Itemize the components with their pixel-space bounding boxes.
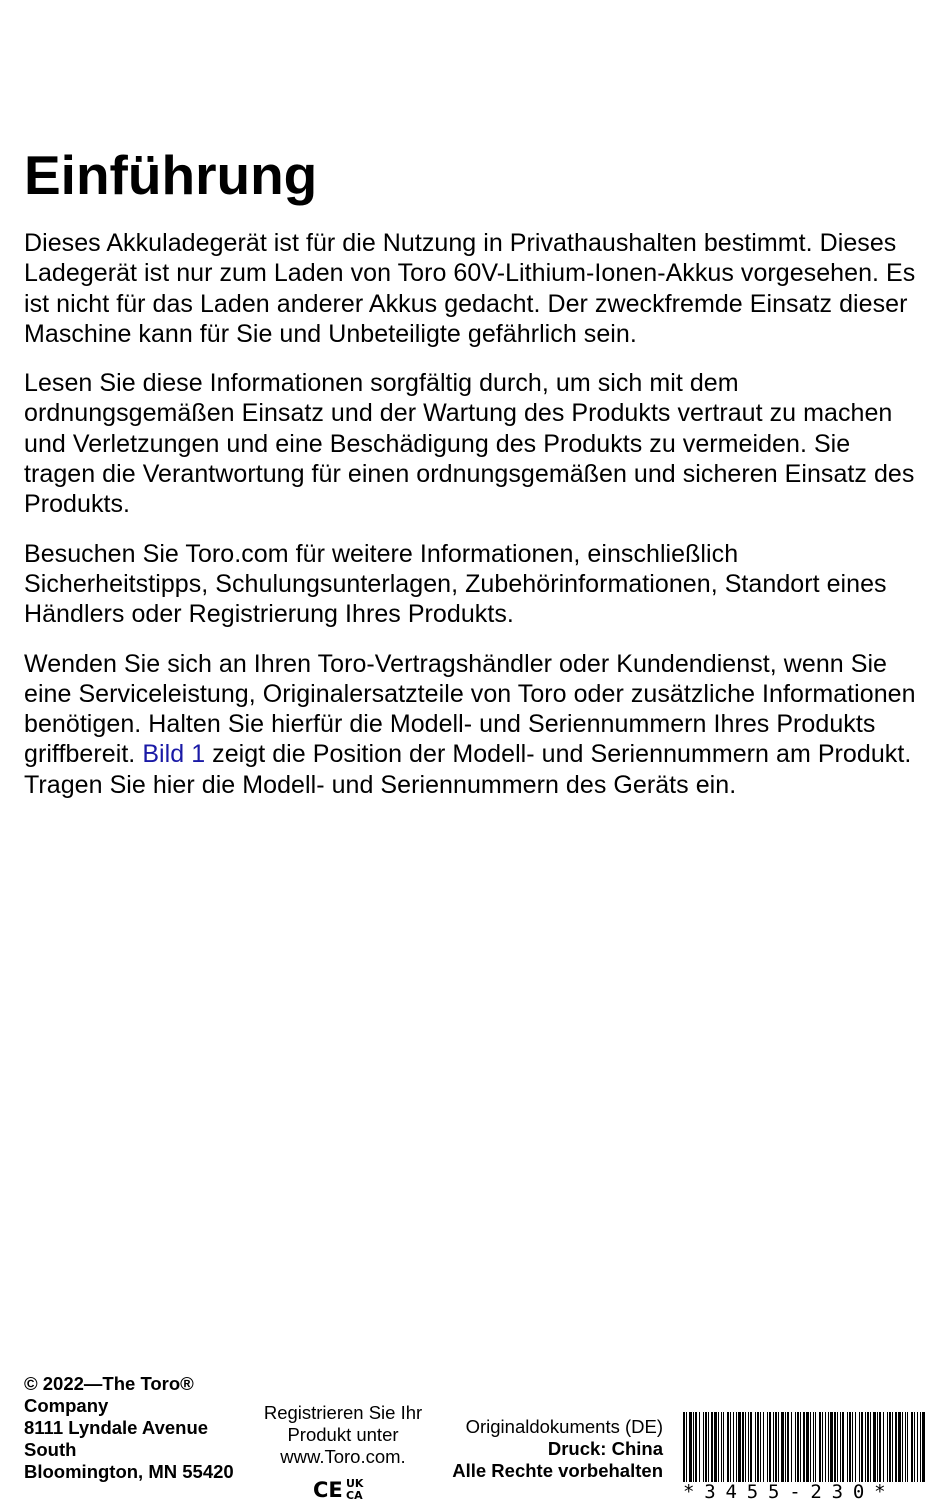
barcode-bar xyxy=(695,1412,697,1482)
barcode-bar xyxy=(828,1412,829,1482)
barcode-bar xyxy=(819,1412,821,1482)
barcode-bar xyxy=(705,1412,707,1482)
barcode-bar xyxy=(736,1412,737,1482)
paragraph-contact-dealer xyxy=(24,649,924,800)
copyright: © 2022—The Toro® Company xyxy=(24,1373,194,1416)
barcode-bar xyxy=(883,1412,884,1482)
ukca-mark-top: UK xyxy=(346,1477,364,1490)
ukca-mark-bottom: CA xyxy=(346,1489,363,1502)
barcode-bar xyxy=(806,1412,809,1482)
figure-1-link[interactable]: Bild 1 xyxy=(142,740,206,769)
barcode-bar xyxy=(750,1412,752,1482)
barcode-bar xyxy=(837,1412,838,1482)
barcode-bar xyxy=(787,1412,789,1482)
barcode-bar xyxy=(775,1412,777,1482)
certification-marks xyxy=(313,1476,373,1502)
ce-mark: CE xyxy=(313,1478,343,1502)
barcode-bar xyxy=(810,1412,811,1482)
barcode-bar xyxy=(892,1412,893,1482)
barcode-bar xyxy=(907,1412,908,1482)
barcode-bar xyxy=(813,1412,814,1482)
barcode-bar xyxy=(763,1412,764,1482)
barcode-number: *3455-230* xyxy=(683,1481,896,1503)
barcode-bar xyxy=(922,1412,925,1482)
barcode-bar xyxy=(686,1412,687,1482)
paragraph-contact-dealer-text-end: zeigt die Position der Modell- und Seriennummern am Produkt. Tragen Sie hier die Modell- und Seriennummern des Geräts ein. xyxy=(24,740,912,799)
barcode-bar xyxy=(852,1412,853,1482)
barcode-bar xyxy=(689,1412,692,1482)
barcode-bar xyxy=(723,1412,724,1482)
print-location: Druck: China xyxy=(547,1438,663,1459)
barcode-bar xyxy=(920,1412,921,1482)
ce-ukca-marks-icon xyxy=(313,1476,373,1502)
barcode-bar xyxy=(902,1412,903,1482)
address-street: 8111 Lyndale Avenue South xyxy=(24,1417,209,1460)
barcode-bar xyxy=(721,1412,722,1482)
barcode-bar xyxy=(879,1412,881,1482)
barcode-bar xyxy=(757,1412,759,1482)
barcode-bar xyxy=(870,1412,871,1482)
barcode-bar xyxy=(861,1412,863,1482)
barcode-bar xyxy=(847,1412,848,1482)
footer-address xyxy=(24,1373,239,1483)
barcode-bar xyxy=(745,1412,746,1482)
barcode-bar xyxy=(834,1412,836,1482)
barcode-bar xyxy=(693,1412,694,1482)
barcode-bar xyxy=(830,1412,833,1482)
barcode-bar xyxy=(708,1412,709,1482)
paragraph-intended-use: Dieses Akkuladegerät ist für die Nutzung in Privathaushalten bestimmt. Dieses Ladegerät ist nur zum Laden von Toro 60V-Lithium-Ionen-Akkus vorgesehen. Es ist nicht für das Laden anderer Akkus gedacht. Der zweckfremde Einsatz dieser Maschine kann für Sie und Unbeteiligte gefährlich sein. xyxy=(24,229,916,348)
barcode-bar xyxy=(767,1412,768,1482)
register-product-note: Registrieren Sie Ihr Produkt unter www.Toro.com. xyxy=(263,1402,423,1467)
barcode-bar xyxy=(898,1412,901,1482)
barcode-bar xyxy=(755,1412,756,1482)
barcode-bar xyxy=(803,1412,805,1482)
barcode-bar xyxy=(905,1412,906,1482)
barcode-bar xyxy=(840,1412,841,1482)
barcode-bar xyxy=(738,1412,741,1482)
barcode-bar xyxy=(873,1412,876,1482)
barcode-bar xyxy=(769,1412,771,1482)
barcode-bar xyxy=(815,1412,816,1482)
barcode-bar xyxy=(742,1412,744,1482)
barcode-bar xyxy=(797,1412,799,1482)
barcode-bar xyxy=(718,1412,719,1482)
barcode-bar xyxy=(887,1412,888,1482)
barcode-bar xyxy=(867,1412,869,1482)
barcode-bar xyxy=(714,1412,717,1482)
barcode-bar xyxy=(825,1412,826,1482)
address-city: Bloomington, MN 55420 xyxy=(24,1461,234,1482)
barcode-bar xyxy=(733,1412,734,1482)
footer-print-info xyxy=(430,1416,663,1482)
barcode-bar xyxy=(683,1412,685,1482)
rights-reserved: Alle Rechte vorbehalten xyxy=(452,1460,663,1481)
original-document-note: Originaldokuments (DE) xyxy=(465,1416,663,1437)
paragraph-visit-website: Besuchen Sie Toro.com für weitere Informationen, einschließlich Sicherheitstipps, Schulungsunterlagen, Zubehörinformationen, Standort eines Händlers oder Registrierung Ihres Produkts. xyxy=(24,539,887,629)
intro-content xyxy=(24,228,924,819)
barcode-bar xyxy=(889,1412,891,1482)
barcode-bar xyxy=(785,1412,786,1482)
page-title: Einführung xyxy=(24,144,318,206)
barcode-bar xyxy=(859,1412,860,1482)
paragraph-read-information: Lesen Sie diese Informationen sorgfältig durch, um sich mit dem ordnungsgemäßen Einsatz und der Wartung des Produkts vertraut zu machen und Verletzungen und eine Beschädigung des Produkts zu vermeiden. Sie tragen die Verantwortung für einen ordnungsgemäßen und sicheren Einsatz des Produkts. xyxy=(24,369,915,519)
barcode-bar xyxy=(711,1412,713,1482)
barcode-bar xyxy=(895,1412,897,1482)
barcode-bar xyxy=(800,1412,801,1482)
barcode-bar xyxy=(795,1412,796,1482)
barcode xyxy=(683,1412,926,1503)
barcode-bar xyxy=(842,1412,844,1482)
barcode-bar xyxy=(917,1412,918,1482)
barcode-bar xyxy=(877,1412,878,1482)
barcode-bar xyxy=(781,1412,784,1482)
barcode-bar xyxy=(911,1412,913,1482)
barcode-bar xyxy=(849,1412,851,1482)
barcode-bar xyxy=(914,1412,915,1482)
barcode-bar xyxy=(699,1412,700,1482)
barcode-bar xyxy=(730,1412,731,1482)
barcode-bar xyxy=(778,1412,779,1482)
barcode-bar xyxy=(760,1412,761,1482)
barcode-bar xyxy=(855,1412,856,1482)
barcode-bar xyxy=(748,1412,749,1482)
barcode-bar xyxy=(865,1412,866,1482)
barcode-bar xyxy=(703,1412,704,1482)
barcode-bar xyxy=(727,1412,729,1482)
barcode-bars-icon xyxy=(683,1412,926,1482)
barcode-bar xyxy=(822,1412,823,1482)
paragraph-contact-dealer-text: Wenden Sie sich an Ihren Toro-Vertragshändler oder Kundendienst, wenn Sie eine Serviceleistung, Originalersatzteile von Toro oder zusätzliche Informationen benötigen. Halten Sie hierfür die Modell- und Seriennummern Ihres Produkts griffbereit. xyxy=(24,649,916,769)
barcode-bar xyxy=(791,1412,792,1482)
barcode-bar xyxy=(773,1412,774,1482)
